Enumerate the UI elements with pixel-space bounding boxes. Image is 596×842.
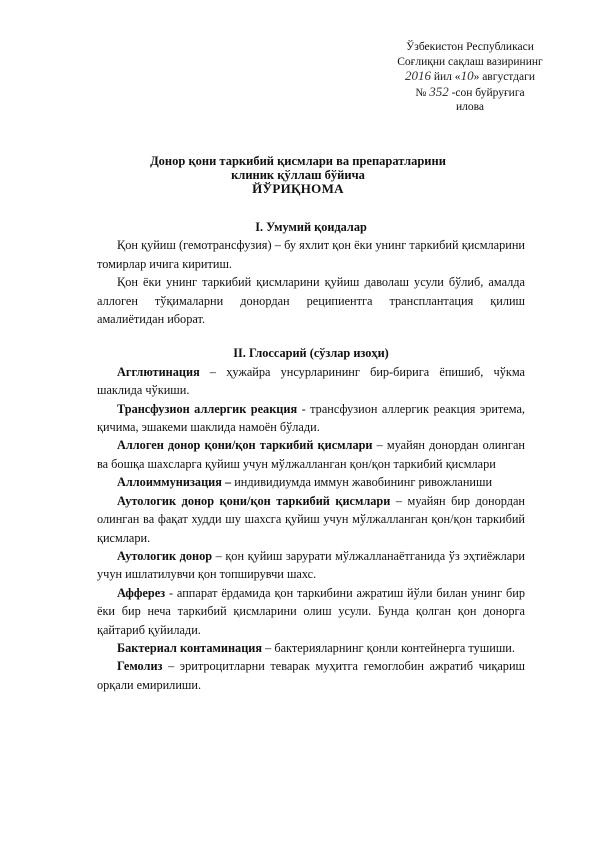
- section-1-paragraph-1: Қон қуйиш (гемотрансфузия) – бу яхлит қон ёки унинг таркибий қисмларини томирлар ичига киритиш.: [97, 238, 525, 271]
- section-spacer: [97, 328, 525, 344]
- glossary-definition: - трансфузион аллергик реакция эритема, қичима, эшакеми шаклида намоён бўлади.: [97, 401, 525, 435]
- document-body: [97, 218, 525, 694]
- approval-line-1: Ўзбекистон Республикаси: [406, 41, 534, 53]
- glossary-entry: [97, 492, 525, 547]
- glossary-definition: - аппарат ёрдамида қон таркибини ажратиш йўли билан унинг бир ёки бир неча таркибий қисмларини олиш усули. Бунда қолган қон донорга қайтариб қуйилади.: [97, 585, 525, 637]
- glossary-definition: – муайян донордан олинган ва бошқа шахсларга қуйиш учун мўлжалланган қон/қон таркибий қисмлари: [97, 438, 525, 471]
- glossary-entry: [97, 639, 525, 657]
- glossary-entry: [97, 400, 525, 437]
- glossary-definition: индивидиумда иммун жавобининг ривожланиши: [231, 475, 493, 490]
- glossary-term: Аутологик донор қони/қон таркибий қисмлари: [117, 493, 391, 508]
- glossary-definition: – қон қуйиш зарурати мўлжалланаётганида ўз эҳтиёжлари учун ишлатилувчи қон топширувчи шахс.: [97, 548, 525, 582]
- glossary-entry: [97, 473, 525, 491]
- approval-line-4: [370, 85, 570, 101]
- title-line-3: ЙЎРИҚНОМА: [252, 181, 344, 196]
- approval-stamp: [370, 40, 570, 115]
- section-2-heading: II. Глоссарий (сўзлар изоҳи): [233, 346, 389, 361]
- glossary-definition: – эритроцитларни теварак муҳитга гемоглобин ажратиб чиқариш орқали емирилиши.: [97, 659, 525, 692]
- approval-num-prefix: №: [415, 86, 430, 99]
- glossary-definition: – муайян бир донордан олинган ва фақат худди шу шахсга қуйиш учун мўлжалланган қон/қон таркибий қисмлари.: [97, 493, 525, 545]
- glossary-entry: [97, 584, 525, 639]
- approval-line-3: [370, 69, 570, 85]
- glossary-term: Афферез: [117, 585, 166, 600]
- approval-number: 352: [429, 83, 449, 99]
- section-1-paragraph-2: Қон ёки унинг таркибий қисмларини қуйиш даволаш усули бўлиб, амалда аллоген тўқималарни донордан реципиентга трансплантация қилиш амалиётидан иборат.: [97, 275, 525, 327]
- glossary-term: Аллоген донор қони/қон таркибий қисмлари: [117, 438, 373, 453]
- glossary-definition: – бактерияларнинг қонли контейнерга тушиши.: [262, 640, 515, 655]
- glossary-entry: [97, 436, 525, 473]
- approval-month: » августдаги: [473, 71, 535, 83]
- glossary-term: Трансфузион аллергик реакция: [117, 401, 298, 416]
- glossary-term: Аллоиммунизация –: [117, 475, 232, 490]
- glossary-definition: – ҳужайра унсурларининг бир-бирига ёпишиб, чўкма шаклида чўкиши.: [97, 364, 525, 398]
- approval-day: 10: [460, 68, 474, 83]
- approval-num-suffix: -сон буйруғига: [448, 86, 525, 99]
- approval-year: 2016: [405, 68, 431, 83]
- title-line-2: клиник қўллаш бўйича: [231, 168, 365, 182]
- section-1-heading: I. Умумий қоидалар: [255, 220, 367, 234]
- document-title: [0, 154, 596, 196]
- glossary-entry: [97, 657, 525, 694]
- title-line-1: Донор қони таркибий қисмлари ва препаратларини: [150, 154, 446, 168]
- approval-line-5: илова: [455, 101, 485, 113]
- glossary-term: Агглютинация: [117, 364, 200, 379]
- glossary-entry: [97, 547, 525, 584]
- approval-line-2: Соғлиқни сақлаш вазирининг: [397, 55, 543, 68]
- glossary-term: Бактериал контаминация: [117, 640, 263, 655]
- glossary-term: Гемолиз: [117, 659, 163, 674]
- approval-year-suffix: йил «: [431, 71, 461, 83]
- glossary-entry: [97, 363, 525, 400]
- glossary-term: Аутологик донор: [117, 548, 213, 563]
